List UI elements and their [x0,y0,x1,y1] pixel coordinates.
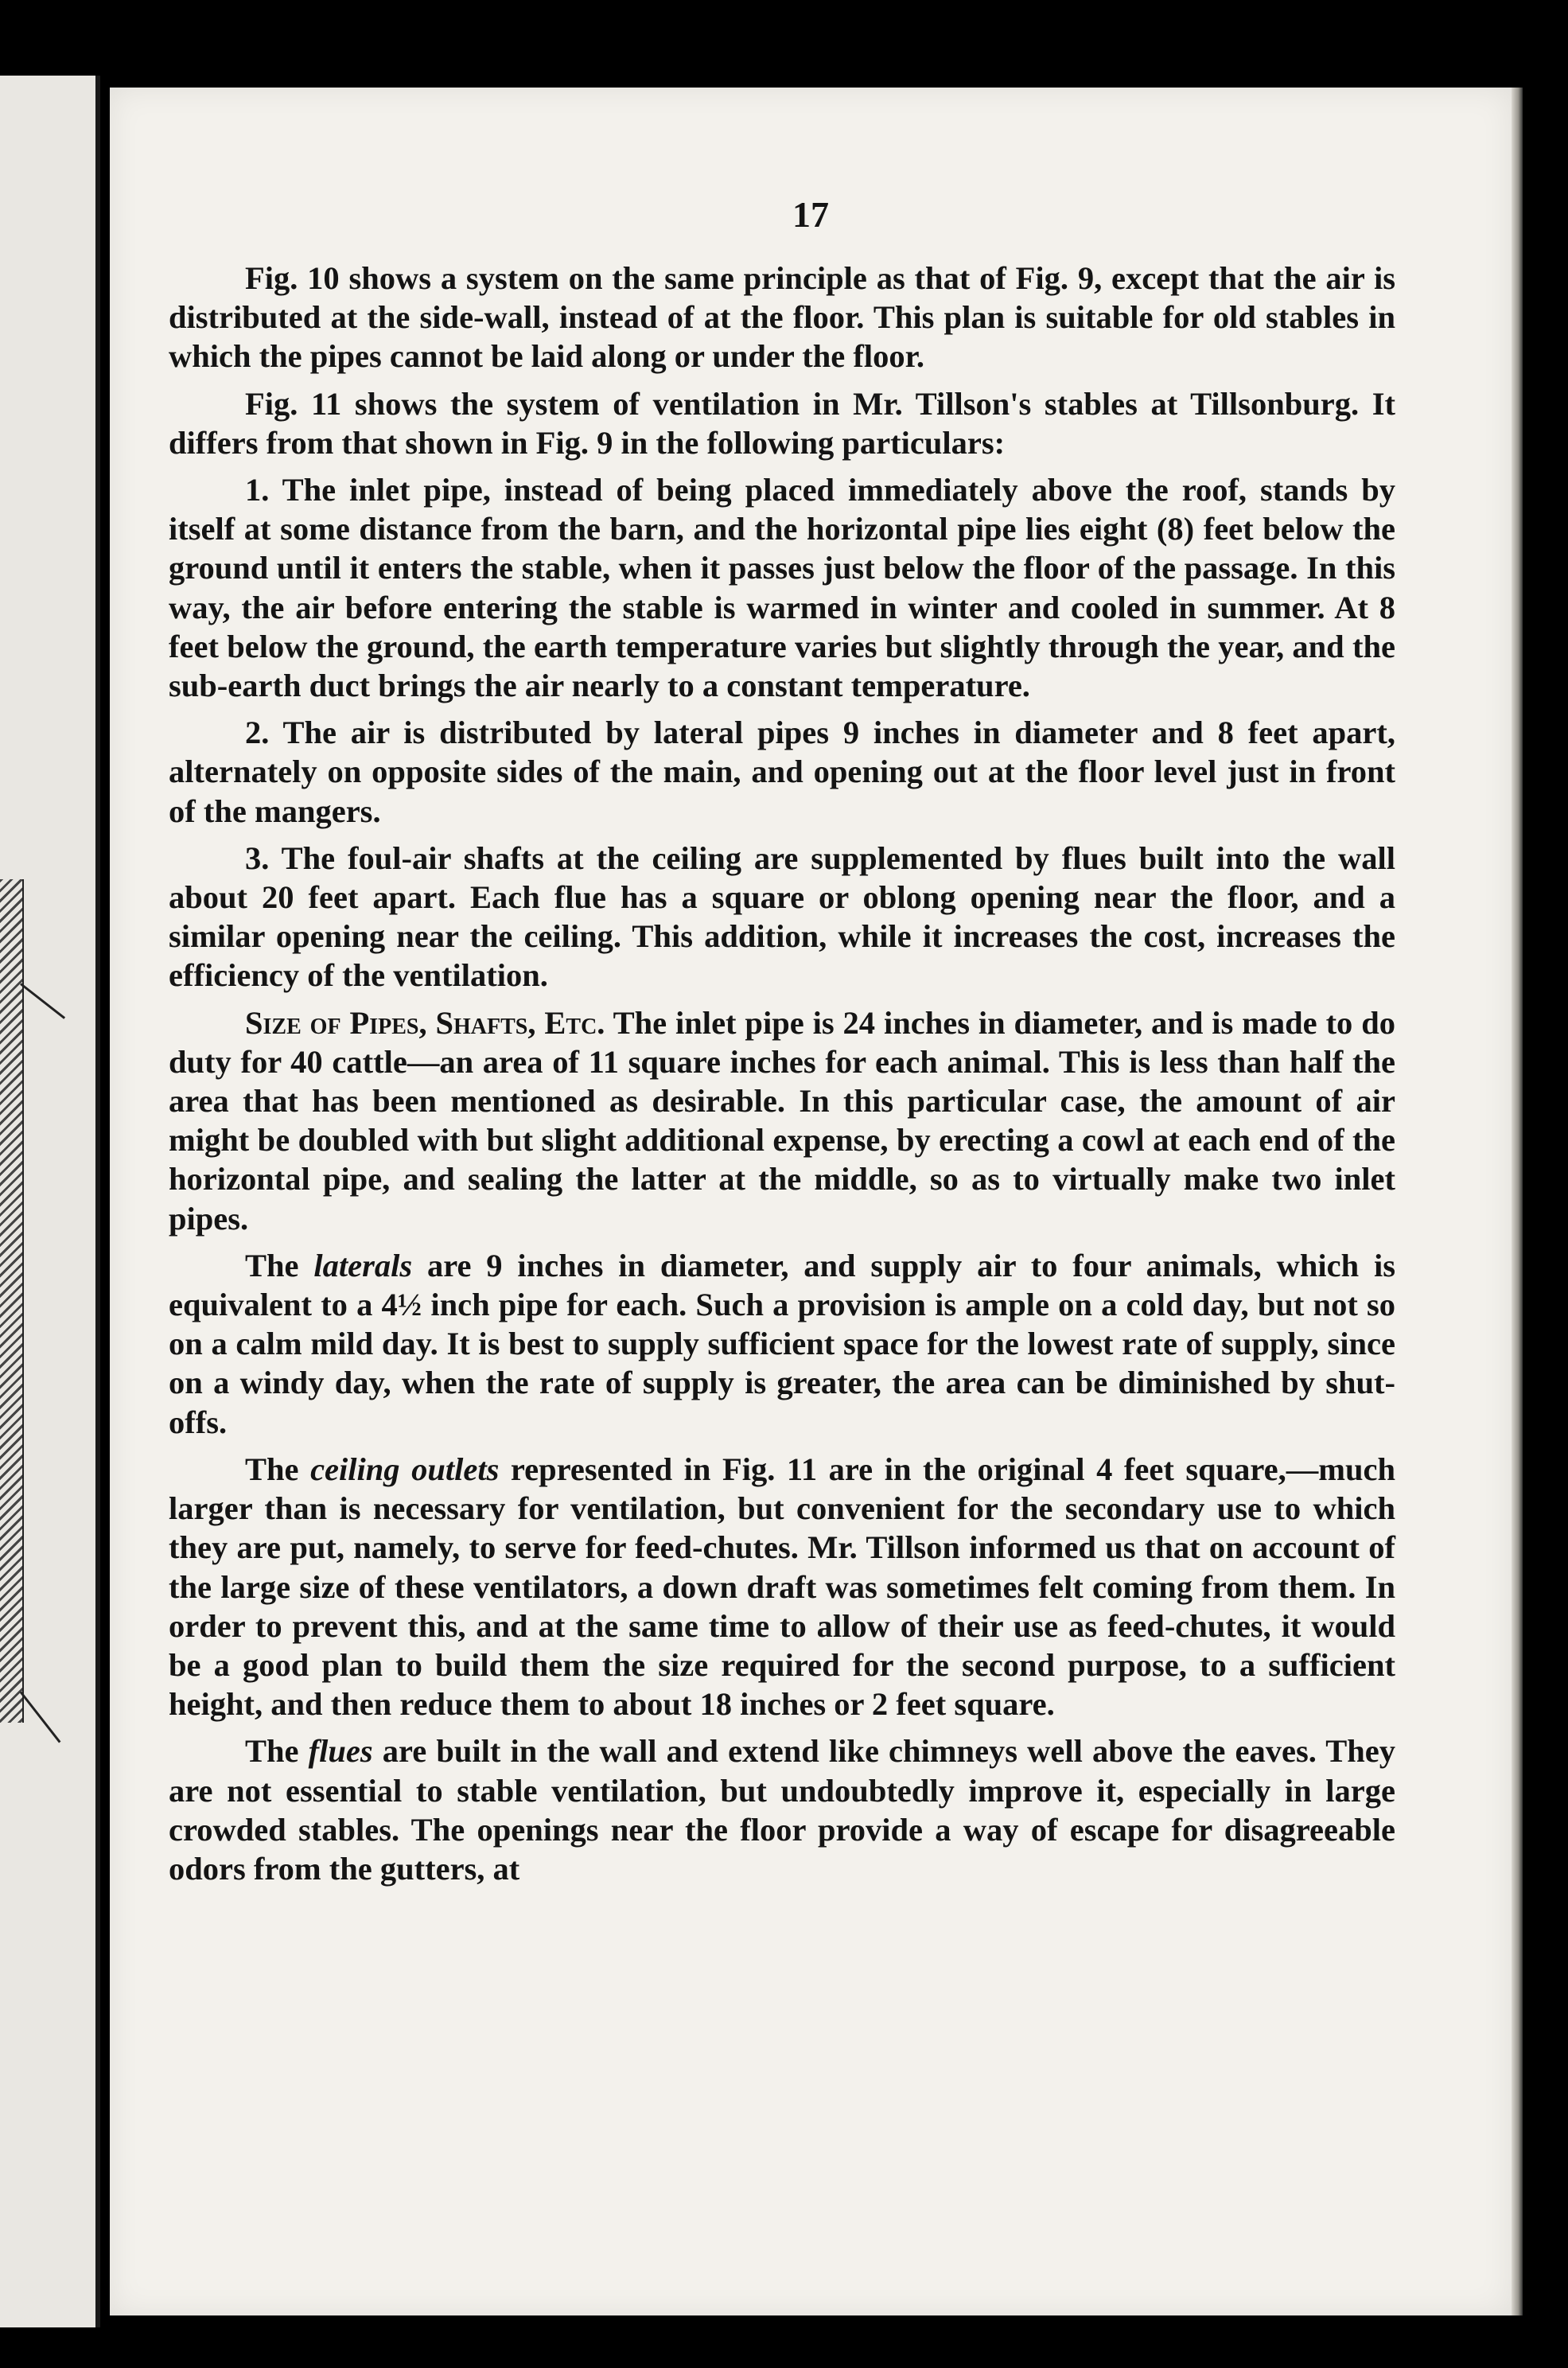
paragraph-text: are 9 inches in diameter, and supply air to four animals, which is equivalent to a 4½ inch pipe for each. Such a provision is ample on a cold day, but not so on a calm mild day. It is best to supply sufficient space for the lowest rate of supply, since on a windy day, when the rate of supply is greater, the area can be diminished by shut-offs. [169,1247,1395,1440]
paragraph-text: represented in Fig. 11 are in the original 4 feet square,—much larger than is necessary for ventilation, but convenient for the secondary use to which they are put, namely, to serve for feed-chutes. Mr. Tillson informed us that on account of the large size of these ventilators, a down draft was sometimes felt coming from them. In order to prevent this, and at the same time to allow of their use as feed-chutes, it would be a good plan to build them the size required for the second purpose, to a sufficient height, and then reduce them to about 18 inches or 2 feet square. [169,1451,1396,1723]
paragraph-ceiling-outlets [169,1450,1395,1723]
paragraph-item-2: 2. The air is distributed by lateral pipes 9 inches in diameter and 8 feet apart, alternately on opposite sides of the main, and opening out at the floor level just in front of the mangers. [169,715,1395,829]
italic-term: ceiling outlets [310,1451,500,1487]
paragraph-fig10: Fig. 10 shows a system on the same principle as that of Fig. 9, except that the air is distributed at the side-wall, instead of at the floor. This plan is suitable for old stables in which the pipes cannot be laid along or under the floor. [169,260,1395,375]
page-number: 17 [792,194,829,235]
paragraph-item-3: 3. The foul-air shafts at the ceiling are supplemented by flues built into the wall about 20 feet apart. Each flue has a square or oblong opening near the floor, and a similar opening near the ceiling. This addition, while it increases the cost, increases the efficiency of the ventilation. [169,839,1395,994]
paragraph-text: are built in the wall and extend like chimneys well above the eaves. They are not essential to stable ventilation, but undoubtedly improve it, especially in large crowded stables. The openings near the floor provide a way of escape for disagreeable odors from the gutters, at [169,1733,1395,1887]
paragraph-item-1: 1. The inlet pipe, instead of being placed immediately above the roof, stands by itself at some distance from the barn, and the horizontal pipe lies eight (8) feet below the ground until it enters the stable, when it passes just below the floor of the passage. In this way, the air before entering the stable is warmed in winter and cooled in summer. At 8 feet below the ground, the earth temperature varies but slightly through the year, and the sub-earth duct brings the air nearly to a constant temperature. [169,472,1395,704]
paragraph-flues [169,1731,1395,1888]
paragraph-fig11: Fig. 11 shows the system of ventilation in Mr. Tillson's stables at Tillsonburg. It differs from that shown in Fig. 9 in the following particulars: [169,385,1395,461]
page-body [169,259,1395,1896]
paragraph-laterals [169,1246,1395,1442]
book-page [110,88,1512,2315]
paragraph-size-of-pipes [169,1003,1395,1238]
paragraph-lead: The [245,1247,314,1283]
paragraph-lead: The [245,1451,311,1487]
page-edge-shadow [1512,88,1523,2315]
adjacent-page-line [20,1692,61,1743]
section-heading: Size of Pipes, Shafts, Etc. [245,1004,605,1041]
adjacent-page-hatching [0,879,24,1723]
paragraph-text: The inlet pipe is 24 inches in diameter, and is made to do duty for 40 cattle—an area of 11 square inches for each animal. This is less than half the area that has been mentioned as desirable. In this particular case, the amount of air might be doubled with but slight additional expense, by erecting a cowl at each end of the horizontal pipe, and sealing the latter at the middle, so as to virtually make two inlet pipes. [169,1004,1395,1237]
adjacent-page-strip [0,76,100,2327]
adjacent-page-line [20,983,65,1018]
paragraph-lead: The [245,1733,309,1770]
italic-term: laterals [313,1247,413,1283]
italic-term: flues [308,1733,373,1770]
